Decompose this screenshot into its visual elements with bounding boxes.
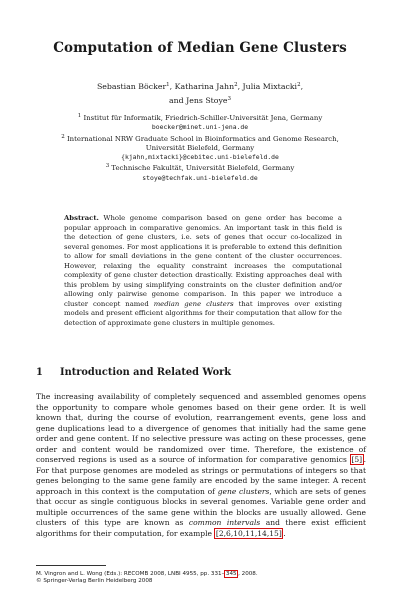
citation-link[interactable]: [5] [351, 455, 363, 464]
author-name: , Julia Mixtacki [237, 82, 298, 91]
affiliation-line: $^1$ Institut für Informatik, Friedrich-Schiller-Universität Jena, Germany [77, 113, 323, 122]
author-separator: , [300, 82, 304, 91]
emphasized-term: common intervals [188, 518, 261, 527]
page-link[interactable]: 345 [225, 571, 237, 577]
author-name: , Katharina Jahn [169, 82, 235, 91]
affiliation-line: $^2$ International NRW Graduate School in Bioinformatics and Genome Research, [61, 133, 339, 143]
footnote-rule [36, 565, 106, 566]
affiliation-marker: 1 [77, 113, 82, 119]
emphasized-term: median gene clusters [153, 299, 234, 308]
section-number: 1 [36, 367, 43, 378]
email-address[interactable]: boecker@minet.uni-jena.de [151, 123, 249, 132]
author-name: and Jens Stoye [168, 96, 228, 105]
emphasized-term: gene clusters [217, 486, 270, 496]
paper-title: Computation of Median Gene Clusters [53, 40, 347, 56]
abstract-label: Abstract. [64, 214, 99, 222]
abstract: Abstract. Whole genome comparison based on gene order has become a popular approach in comparative genomics. An important task in this field is the detection of gene clusters, i.e. sets of genes that occur co-localized in several genomes. For most applications it is preferable to extend this definition to allow for small deviations in the gene content of the cluster occurrences. However, relaxing the equality constraint increases the computational complexity of gene cluster detection drastically. Existing approaches deal with this problem by using simplifying constraints on the cluster definition and/or allowing only pairwise genome comparison. In this paper we introduce a cluster concept named median gene clusters that improves over existing models and present efficient algorithms for their computation that allow for the detection of approximate gene clusters in multiple genomes. [64, 214, 342, 327]
body-paragraph: The increasing availability of completely sequenced and assembled genomes opens the opportunity to compare whole genomes based on their gene order. It is well known that, during the course of evolution, rearrangement events, gene loss and gene duplications lead to a divergence of genomes that initially had the same gene order and gene content. If no selective pressure was acting on these processes, gene order and content would be randomized over time. Therefore, the existence of conserved regions is used as a source of information for comparative genomics [5] . For that purpose genomes are modeled as strings or permutations of integers so that genes belonging to the same gene family are encoded by the same integer. A recent approach in this context is the computation of gene clusters, which are sets of genes that occur as single contiguous blocks in several genomes. Variable gene order and multiple occurrences of the same gene within the blocks are usually allowed. Gene clusters of this type are known as common intervals and there exist efficient algorithms for their computation, for example [2,6,10,11,14,15] . [36, 392, 366, 538]
author-name: Sebastian Böcker [96, 82, 167, 91]
author-list [40, 79, 360, 107]
affiliation-marker: 2 [61, 133, 65, 140]
affiliation-line: $^3$ Technische Fakultät, Universität Bielefeld, Germany [105, 163, 295, 173]
affiliations [30, 112, 370, 183]
citation-link[interactable]: [2,6,10,11,14,15] [215, 528, 282, 538]
affiliation-marker: 1 [166, 82, 170, 88]
affiliation-marker: 2 [297, 82, 301, 88]
affiliation-marker: 3 [227, 96, 232, 102]
affiliation-line: Universität Bielefeld, Germany [145, 143, 255, 152]
section-heading [36, 367, 366, 378]
affiliation-marker: 2 [234, 82, 238, 88]
email-address[interactable]: {kjahn,mixtacki}@cebitec.uni-bielefeld.de [121, 153, 279, 162]
section-title: Introduction and Related Work [60, 367, 232, 378]
email-address[interactable]: stoye@techfak.uni-bielefeld.de [142, 173, 258, 182]
affiliation-marker: 3 [105, 163, 110, 170]
copyright-footer: M. Vingron and L. Wong (Eds.): RECOMB 2008, LNBI 4955, pp. 331– 345 , 2008. © Springer-Verlag Berlin Heidelberg 2008 [36, 571, 258, 585]
